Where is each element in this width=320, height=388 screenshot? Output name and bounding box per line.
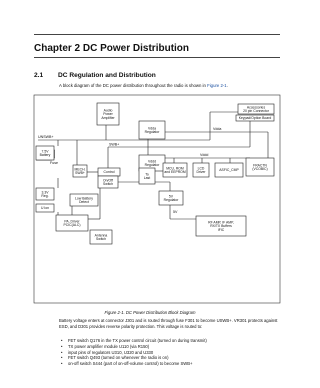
block-low-battery: [70, 194, 98, 206]
block-to-last: [139, 168, 155, 184]
block-u-ion: [36, 204, 54, 212]
unswb-label: UNSWB+: [38, 135, 54, 139]
vdda-label: Vdda: [213, 127, 222, 131]
block-label: 7.5V: [41, 149, 49, 154]
block-label: RX/TX Buffers: [210, 224, 232, 229]
chapter-title: Chapter 2 DC Power Distribution: [34, 43, 190, 54]
block-mech-sw: [73, 165, 87, 177]
block-label: Power: [103, 112, 113, 117]
block-label: Control: [103, 170, 115, 175]
section-title: DC Regulation and Distribution: [58, 72, 156, 79]
diagram-blocks: [36, 103, 274, 244]
block-asfic: [215, 163, 243, 177]
block-label: Last: [143, 176, 151, 181]
block-label: Vdda: [148, 126, 156, 131]
block-label: Battery: [39, 153, 51, 158]
block-keypad-option: [236, 115, 274, 121]
list-item: • FET switch Q176 in the TX power control circuit (turned on during transmit): [59, 338, 284, 344]
block-label: 20 pin Connector: [243, 109, 269, 114]
block-fracn: [246, 158, 274, 176]
block-label: Regulator: [144, 130, 160, 135]
block-label: Detect: [79, 200, 89, 205]
block-label: IFIC: [217, 227, 225, 232]
list-item: • FET switch Q493 (turned on whenever the radio is on): [59, 355, 284, 361]
block-rf-amp: [196, 216, 246, 236]
block-control: [98, 168, 120, 176]
block-label: On/Off: [103, 178, 113, 183]
list-item: • input pins of regulators U310, U320 and U330: [59, 350, 284, 356]
block-label: (VCOBIC): [252, 167, 268, 172]
block-label: Driver: [196, 170, 206, 175]
block-label: MECH.: [74, 167, 86, 172]
block-label: 3.3V: [41, 190, 49, 195]
block-label: 5V: [168, 194, 174, 199]
block-label: To: [145, 172, 149, 177]
list-item: • TX power amplifier module U110 (via R150): [59, 344, 284, 350]
block-label: ASFIC_CMP: [219, 168, 239, 173]
block-battery: [36, 146, 54, 160]
block-mcu: [163, 163, 187, 177]
block-pa-driver: [56, 215, 88, 231]
block-label: Audio: [103, 108, 113, 113]
block-label: Regulator: [144, 163, 160, 168]
block-label: Reg.: [41, 194, 49, 199]
block-label: RF AMP, IF AMP,: [208, 220, 234, 225]
block-label: Amplifier: [101, 115, 115, 120]
block-label: and EEPROM: [164, 170, 186, 175]
v5-label: 5V: [173, 210, 178, 214]
block-onoff-switch: [98, 176, 118, 188]
block-reg-3v: [36, 188, 54, 200]
block-label: Antenna: [94, 233, 108, 238]
block-label: PCIC(ALC): [63, 223, 81, 228]
block-antenna-switch: [90, 230, 112, 244]
destination-list: [59, 338, 284, 367]
block-label: Switch: [96, 237, 106, 242]
block-label: Keypad/Option Board: [238, 116, 272, 121]
body-paragraph: Battery voltage enters at connector J301 and is routed through fuse F301 to become USWB+. VR301 protects against ESD, and D301 provides reverse polarity protection. This voltage is routed to:: [59, 318, 278, 329]
fuse-label: Fuse: [50, 161, 58, 165]
block-label: Switch: [103, 182, 113, 187]
section-number: 2.1: [34, 72, 44, 79]
block-label: LCD: [197, 166, 205, 171]
block-label: SWB+: [75, 171, 85, 176]
intro-body: A block diagram of the DC power distribution throughout the radio is shown in: [59, 83, 208, 88]
swb-label: SWB+: [109, 142, 120, 147]
block-lcd: [193, 163, 209, 177]
figure-caption: Figure 2-1. DC Power Distribution Block Diagram: [104, 310, 196, 315]
vddd-label: Vddd: [200, 153, 209, 157]
block-accessories: [238, 104, 274, 114]
block-reg-5v: [159, 191, 183, 205]
block-vdda-regulator: [139, 121, 165, 139]
block-label: PA, Driver: [64, 219, 80, 224]
figure-link[interactable]: Figure 2-1: [207, 83, 227, 88]
block-label: FRACTN: [253, 163, 267, 168]
block-label: Regulator: [163, 198, 179, 203]
block-label: Vddd: [148, 159, 156, 164]
block-audio-power-amplifier: [97, 103, 119, 125]
block-label: Low Battery: [75, 196, 93, 201]
intro-end: .: [226, 83, 228, 88]
block-label: U Ion: [40, 206, 50, 211]
list-item: • on-off switch S444 (part of on-off-volume control) to become SWB+: [59, 361, 284, 367]
block-label: MCU, ROM: [166, 166, 184, 171]
block-label: Accessories: [246, 105, 266, 110]
